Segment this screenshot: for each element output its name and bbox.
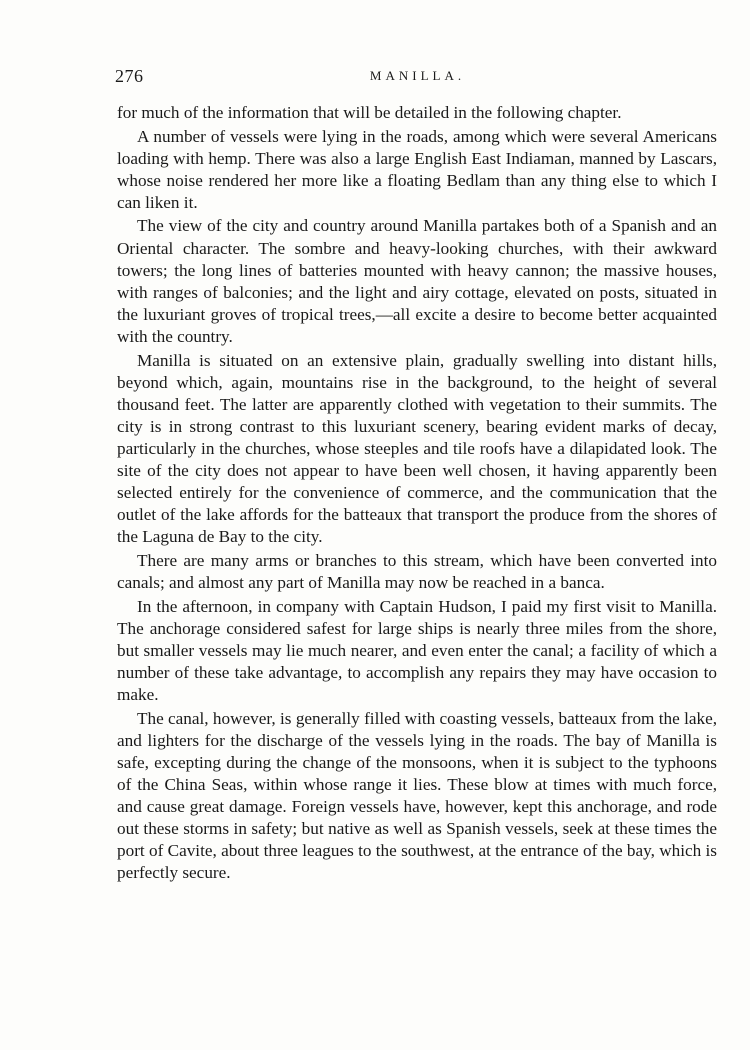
paragraph-first-visit: In the afternoon, in company with Captain Hudson, I paid my first visit to Manilla. The anchorage considered safest for large ships is nearly three miles from the shore, but smaller vessels may lie much nearer, and even enter the canal; a facility of which a number of these take advantage, to accomplish any repairs they may have occasion to make. xyxy=(117,596,717,704)
paragraph-city-view: The view of the city and country around Manilla partakes both of a Spanish and an Oriental character. The sombre and heavy-looking churches, with their awkward towers; the long lines of batteries mounted with heavy cannon; the massive houses, with ranges of balconies; and the light and airy cottage, elevated on posts, situated in the luxuriant groves of tropical trees,—all excite a desire to become better acquainted with the country. xyxy=(117,216,717,346)
running-title: MANILLA. xyxy=(369,68,466,83)
body-text xyxy=(117,102,717,886)
paragraph-bay: The canal, however, is generally filled with coasting vessels, batteaux from the lake, and lighters for the discharge of the vessels lying in the roads. The bay of Manilla is safe, excepting during the change of the monsoons, when it is subject to the typhoons of the China Seas, within whose range it lies. These blow at times with much force, and cause great damage. Foreign vessels have, however, kept this anchorage, and rode out these storms in safety; but native as well as Spanish vessels, seek at these times the port of Cavite, about three leagues to the southwest, at the entrance of the bay, which is perfectly secure. xyxy=(117,708,717,883)
paragraph-continuation: for much of the information that will be detailed in the following chapter. xyxy=(117,103,622,122)
paragraph-canals: There are many arms or branches to this stream, which have been converted into canals; and almost any part of Manilla may now be reached in a banca. xyxy=(117,550,717,592)
paragraph-manilla-site: Manilla is situated on an extensive plain, gradually swelling into distant hills, beyond which, again, mountains rise in the background, to the height of several thousand feet. The latter are apparently clothed with vegetation to their summits. The city is in strong contrast to this luxuriant scenery, bearing evident marks of decay, particularly in the churches, whose steeples and tile roofs have a dilapidated look. The site of the city does not appear to have been well chosen, it having apparently been selected entirely for the convenience of commerce, and the communication that the outlet of the lake affords for the batteaux that transport the produce from the shores of the Laguna de Bay to the city. xyxy=(117,350,717,547)
paragraph-vessels: A number of vessels were lying in the roads, among which were several Americans loading with hemp. There was also a large English East Indiaman, manned by Lascars, whose noise rendered her more like a floating Bedlam than any thing else to which I can liken it. xyxy=(117,126,717,212)
running-head xyxy=(115,66,720,90)
page-number: 276 xyxy=(115,66,144,86)
